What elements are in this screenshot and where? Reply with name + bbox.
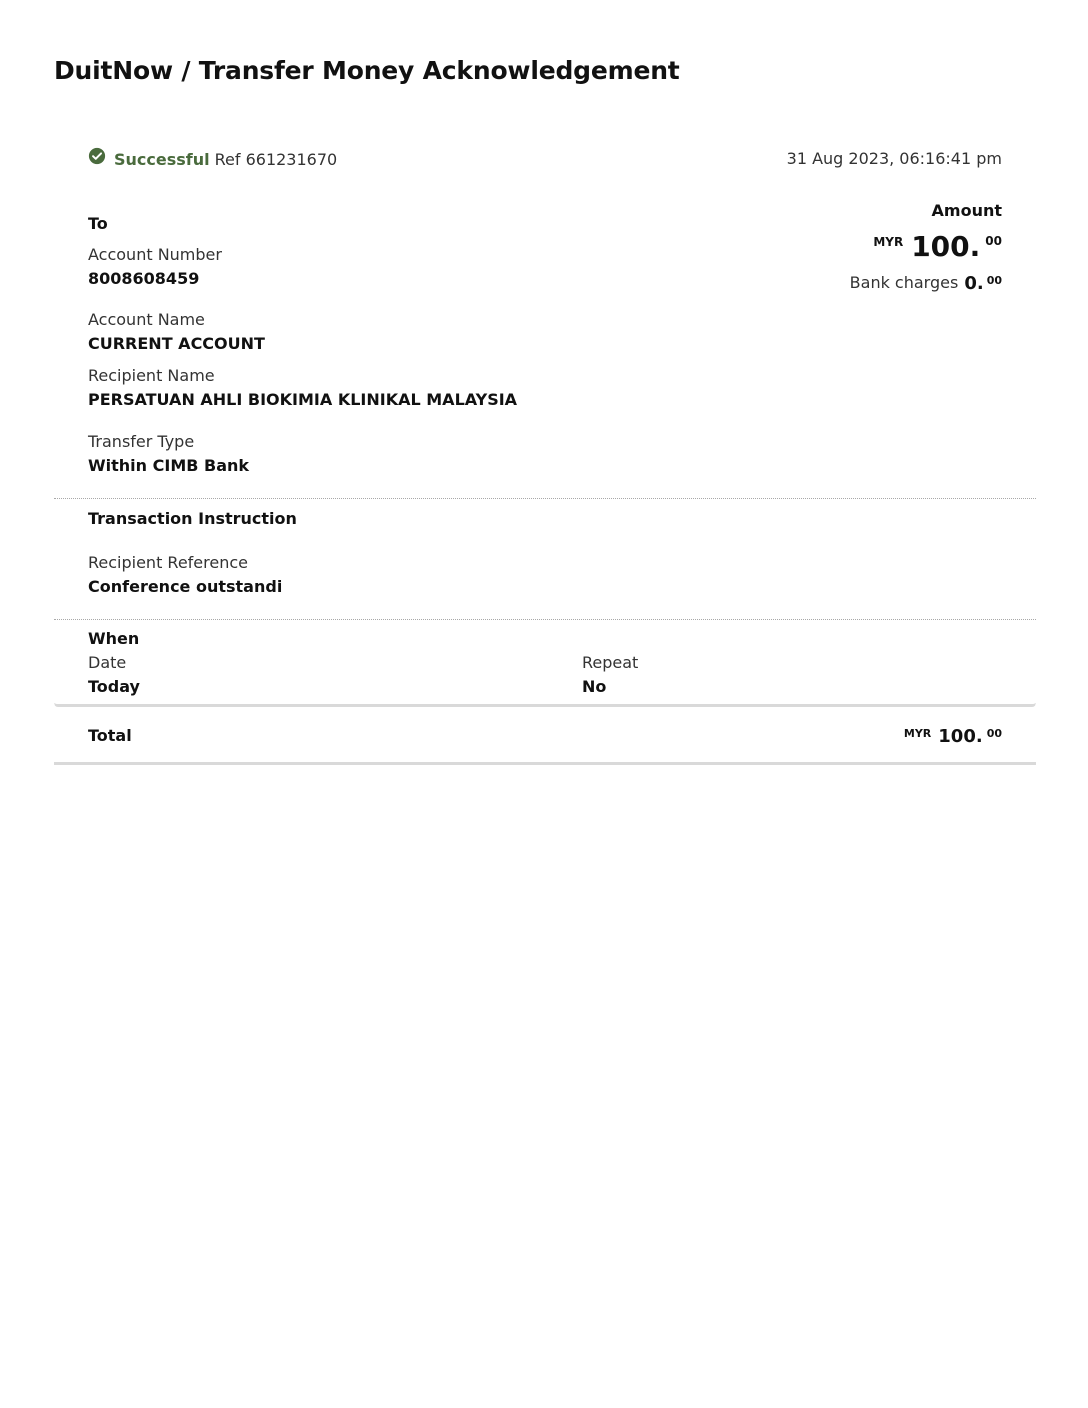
page-title: DuitNow / Transfer Money Acknowledgement <box>54 56 680 85</box>
section-divider <box>54 619 1036 620</box>
recipient-name-value: PERSATUAN AHLI BIOKIMIA KLINIKAL MALAYSIA <box>88 390 518 409</box>
recipient-reference-value: Conference outstandi <box>88 577 283 596</box>
amount-whole: 100. <box>911 230 981 263</box>
total-cents: 00 <box>986 727 1002 740</box>
account-name-value: CURRENT ACCOUNT <box>88 334 265 353</box>
bank-charges-label: Bank charges <box>849 273 959 292</box>
amount-value <box>873 232 1002 262</box>
recipient-name-label: Recipient Name <box>88 366 215 385</box>
account-name-label: Account Name <box>88 310 205 329</box>
transfer-type-value: Within CIMB Bank <box>88 456 250 475</box>
transaction-instruction-heading: Transaction Instruction <box>88 509 297 528</box>
transfer-type-label: Transfer Type <box>88 432 195 451</box>
when-heading: When <box>88 629 140 648</box>
amount-currency: MYR <box>873 235 904 249</box>
bank-charges-whole: 0. <box>964 273 984 294</box>
transaction-timestamp: 31 Aug 2023, 06:16:41 pm <box>786 149 1002 168</box>
account-number-label: Account Number <box>88 245 222 264</box>
account-number-value: 8008608459 <box>88 269 200 288</box>
date-value: Today <box>88 677 140 696</box>
reference-number: Ref 661231670 <box>214 149 338 169</box>
recipient-reference-label: Recipient Reference <box>88 553 248 572</box>
section-divider <box>54 498 1036 499</box>
card-bottom-border <box>54 703 1036 707</box>
total-currency: MYR <box>903 727 932 740</box>
to-heading: To <box>88 214 108 233</box>
bank-charges <box>850 273 1002 294</box>
total-whole: 100. <box>938 726 983 747</box>
check-circle-icon <box>88 147 106 165</box>
status-label: Successful <box>114 149 210 169</box>
amount-cents: 00 <box>985 234 1002 248</box>
date-label: Date <box>88 653 127 672</box>
status-row <box>88 146 337 172</box>
repeat-label: Repeat <box>582 653 639 672</box>
amount-label: Amount <box>931 201 1002 220</box>
total-value <box>904 726 1002 748</box>
total-label: Total <box>88 726 132 745</box>
repeat-value: No <box>582 677 607 696</box>
bank-charges-cents: 00 <box>986 274 1002 287</box>
total-bottom-divider <box>54 762 1036 765</box>
